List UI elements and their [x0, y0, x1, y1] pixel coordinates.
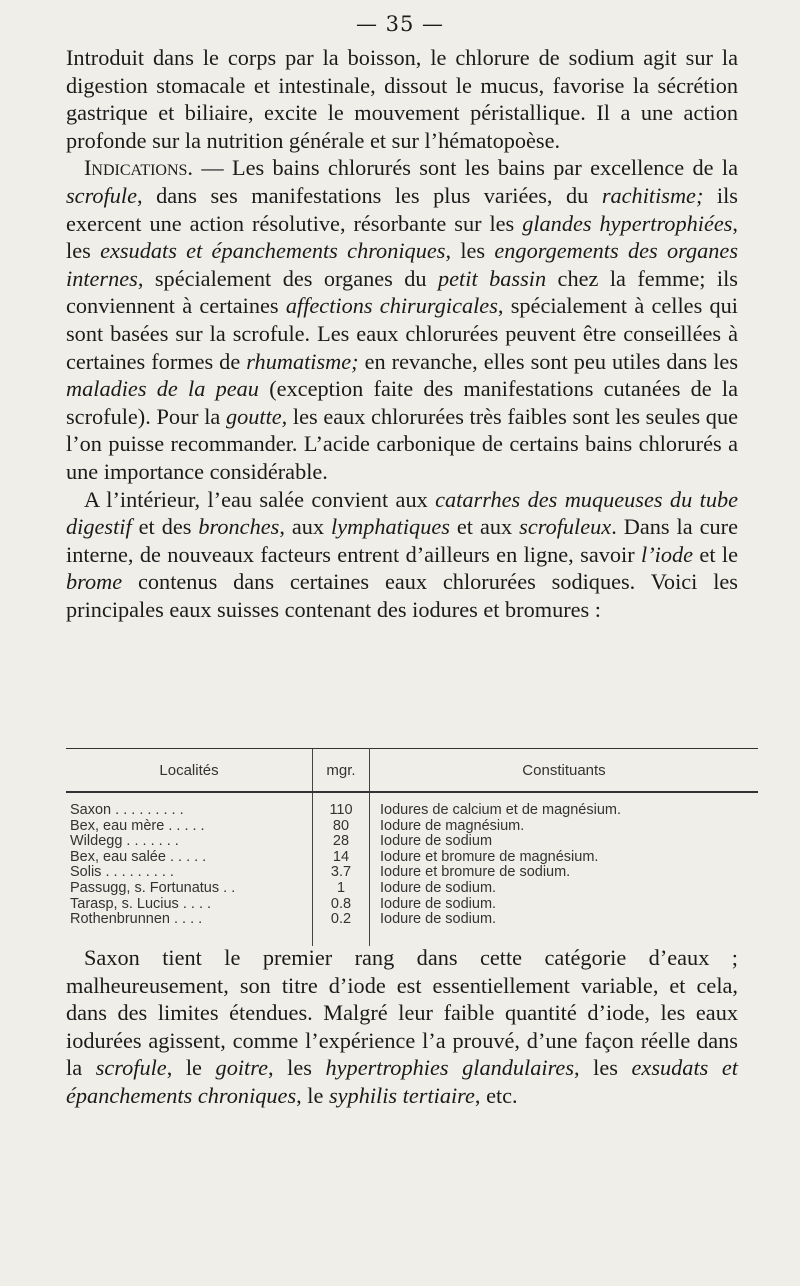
text-run: , aux: [279, 514, 332, 540]
table-cell: Bex, eau mère . . . . .: [70, 818, 205, 834]
text-run: ils exercent une action résolutive, résorbante sur les: [66, 182, 738, 236]
emphasis: brome: [66, 569, 123, 595]
table-cell: Iodure de sodium: [380, 834, 493, 850]
emphasis: scrofule: [66, 182, 138, 208]
emphasis: exsudats et épanchements chroniques: [66, 1055, 738, 1108]
table-cell: Tarasp, s. Lucius . . . .: [70, 896, 212, 912]
emphasis: hypertrophies glandulaires: [325, 1055, 575, 1081]
table-cell: 14: [332, 849, 350, 865]
section-label: Indications.: [84, 155, 193, 181]
text-run: , les: [445, 238, 495, 264]
table-cell: Iodure de sodium.: [380, 880, 497, 896]
emphasis: lymphatiques: [331, 514, 450, 540]
paragraph-interieur: [66, 486, 738, 624]
table-cell: 110: [329, 803, 353, 818]
emphasis: scrofule: [95, 1055, 167, 1081]
paragraph-saxon: [66, 944, 738, 1110]
text-run: , les: [574, 1055, 632, 1081]
table-cell: Bex, eau salée . . . . .: [70, 849, 207, 865]
emphasis: engorgements des organes internes: [66, 238, 738, 291]
table-cell: Iodure et bromure de magnésium.: [380, 849, 599, 865]
localites-column: [66, 792, 313, 946]
text-run: , spécialement des organes du: [137, 265, 439, 291]
emphasis: rhumatisme;: [246, 348, 359, 374]
text-run: chez la femme; ils conviennent à certaines: [66, 265, 738, 319]
text-run: et aux: [449, 514, 520, 540]
table-cell: Passugg, s. Fortunatus . .: [70, 880, 236, 896]
emphasis: glandes hypertrophiées: [522, 210, 733, 236]
main-text-continued: [66, 944, 738, 1110]
text-run: , le: [166, 1055, 216, 1081]
text-run: , le: [296, 1082, 329, 1108]
text-run: . Dans la cure interne, de nouveaux facteurs entrent d’ailleurs en ligne, savoir: [66, 514, 738, 567]
iodide-waters-table: [66, 748, 750, 946]
text-run: (exception faite des manifestations cutanées de la scrofule). Pour la: [66, 376, 739, 429]
table-cell: 1: [336, 880, 346, 896]
table-cell: 0.8: [330, 896, 352, 912]
header-constituants: Constituants: [370, 749, 759, 793]
text-run: , les: [267, 1055, 326, 1081]
emphasis: l’iode: [641, 541, 694, 567]
text-run: A l’intérieur, l’eau salée convient aux: [84, 486, 436, 512]
text-run: , spécialement à celles qui sont basées sur la scrofule. Les eaux chlorurées peuvent être conseillées à certaines formes de: [66, 293, 739, 374]
table-cell: Iodure de magnésium.: [380, 818, 525, 834]
text-run: , dans ses manifestations les plus variées, du: [137, 182, 602, 208]
emphasis: catarrhes des muqueuses du tube digestif: [66, 486, 739, 540]
emphasis: bronches: [198, 514, 280, 540]
text-run: Saxon tient le premier rang dans cette catégorie d’eaux ; malheureusement, son titre d’iode est essentiellement variable, et cela, dans des limites étendues. Malgré leur faible quantité d’iode, les eaux iodurées agissent, comme l’expérience l’a prouvé, d’une façon réelle dans la: [66, 945, 738, 1081]
header-mgr: mgr.: [313, 749, 370, 793]
table-cell: Saxon . . . . . . . . .: [70, 803, 184, 818]
paragraph-indications: [66, 154, 738, 485]
text-run: en revanche, elles sont peu utiles dans les: [358, 348, 738, 374]
emphasis: maladies de la peau: [66, 376, 259, 402]
text-run: , etc.: [474, 1082, 518, 1108]
paragraph-digestion: Introduit dans le corps par la boisson, le chlorure de sodium agit sur la digestion stomacale et intestinale, dissout le mucus, favorise la sécrétion gastrique et biliaire, excite le mouvement péristallique. Il a une action profonde sur la nutrition générale et sur l’hématopoèse.: [66, 45, 738, 153]
emphasis: syphilis tertiaire: [328, 1082, 475, 1108]
table-cell: 28: [332, 834, 350, 850]
emphasis: affections chirurgicales: [285, 293, 498, 319]
table-cell: Wildegg . . . . . . .: [70, 834, 179, 850]
text-run: contenus dans certaines eaux chlorurées sodiques. Voici les principales eaux suisses contenant des iodures et bromures :: [66, 569, 738, 622]
emphasis: goutte,: [225, 403, 288, 429]
mgr-column: [313, 792, 370, 946]
table-cell: Iodure et bromure de sodium.: [380, 865, 571, 881]
main-text: [66, 44, 738, 623]
table-cell: Rothenbrunnen . . . .: [70, 912, 203, 928]
header-localites: Localités: [66, 749, 313, 793]
constituants-column: [370, 792, 759, 946]
table-cell: 0.2: [330, 912, 352, 928]
table-cell: 3.7: [330, 865, 352, 881]
emphasis: scrofuleux: [519, 514, 612, 540]
table-cell: Solis . . . . . . . . .: [70, 865, 174, 881]
emphasis: exsudats et épanchements chroniques: [100, 238, 446, 264]
emphasis: goitre: [215, 1055, 268, 1081]
text-run: et le: [693, 541, 738, 567]
text-run: — Les bains chlorurés sont les bains par excellence de la: [193, 155, 738, 181]
page-number: — 35 —: [355, 12, 445, 36]
text-run: et des: [131, 514, 199, 540]
text-run: , les: [66, 210, 738, 264]
text-run: les eaux chlorurées très faibles sont les seules que l’on puisse recommander. L’acide carbonique de certains bains chlorurés a une importance considérable.: [66, 403, 738, 484]
table-cell: Iodure de sodium.: [380, 896, 497, 912]
table-cell: Iodure de sodium.: [380, 912, 497, 928]
emphasis: rachitisme;: [601, 182, 704, 208]
table-cell: Iodures de calcium et de magnésium.: [380, 803, 621, 818]
emphasis: petit bassin: [438, 265, 547, 291]
table-cell: 80: [332, 818, 350, 834]
